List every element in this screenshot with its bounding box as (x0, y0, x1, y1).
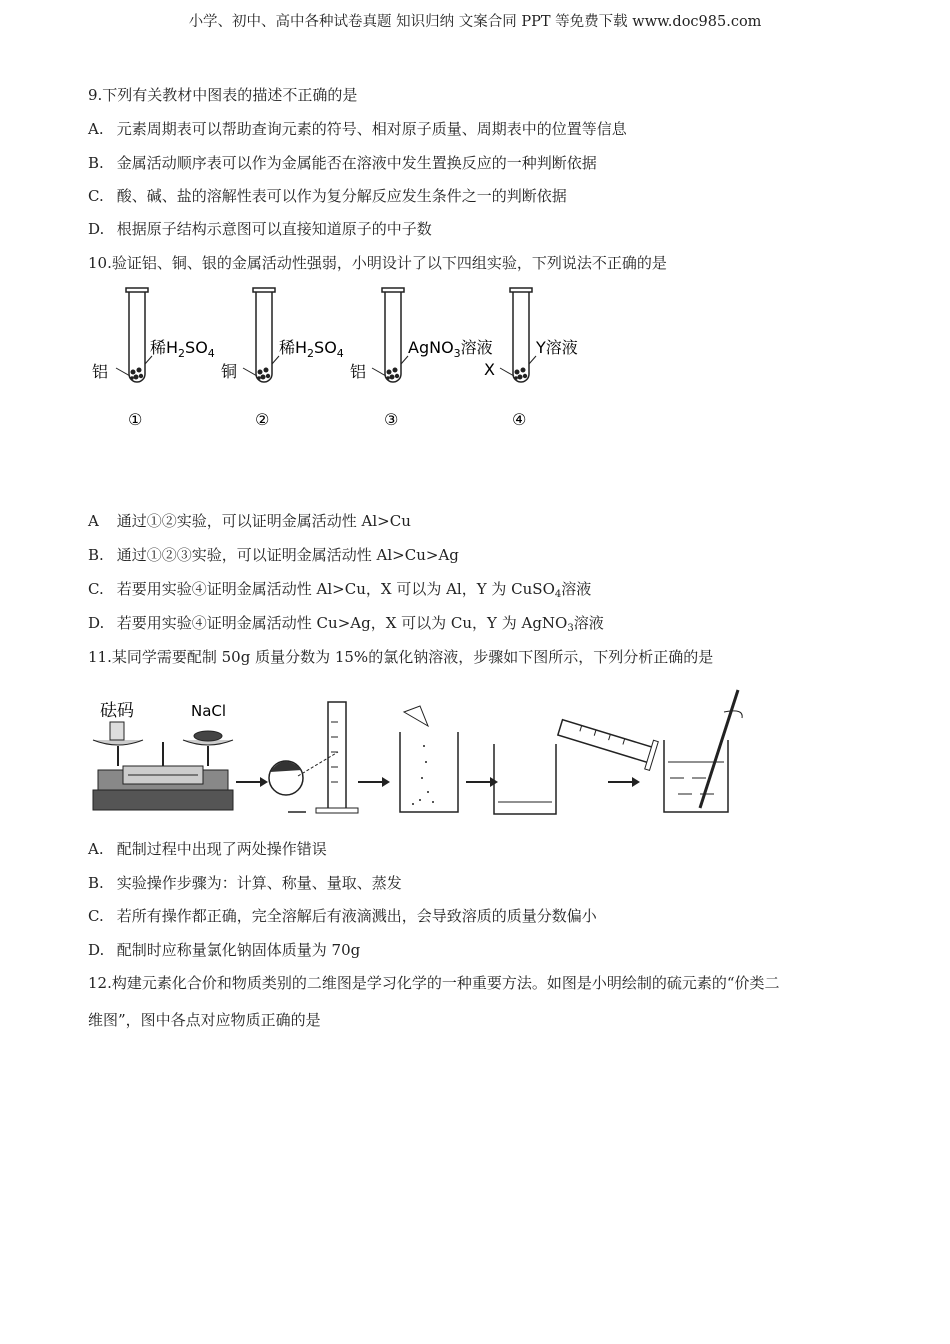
q9-option-a: A. 元素周期表可以帮助查询元素的符号、相对原子质量、周期表中的位置等信息 (88, 120, 627, 138)
q10-option-c: C. 若要用实验④证明金属活动性 Al>Cu，X 可以为 Al，Y 为 CuSO$_4$溶液 (88, 580, 592, 600)
q9-option-d: D. 根据原子结构示意图可以直接知道原子的中子数 (88, 220, 432, 238)
tube-4-metal-label: X (484, 360, 495, 379)
arrow-icon (608, 777, 640, 787)
tube-2-metal-label: 铜 (221, 362, 238, 381)
tube-4-number: ④ (512, 410, 527, 429)
q10-test-tube-figure (88, 284, 608, 434)
test-tube-1 (116, 288, 152, 382)
tube-1-solution-label: 稀$H_2SO_4$ (150, 338, 215, 360)
q12-stem-line-1: 12.构建元素化合价和物质类别的二维图是学习化学的一种重要方法。如图是小明绘制的硫元素的“价类二 (88, 974, 780, 992)
beaker-pouring-water (494, 713, 658, 814)
q11-stem: 11.某同学需要配制 50g 质量分数为 15%的氯化钠溶液，步骤如下图所示，下列分析正确的是 (88, 648, 714, 666)
q10-stem: 10.验证铝、铜、银的金属活动性强弱，小明设计了以下四组实验，下列说法不正确的是 (88, 254, 667, 272)
tube-2-solution-label: 稀$H_2SO_4$ (279, 338, 344, 360)
q12-stem-line-2: 维图”，图中各点对应物质正确的是 (88, 1011, 321, 1029)
arrow-icon (466, 777, 498, 787)
test-tube-2 (243, 288, 279, 382)
page-header: 小学、初中、高中各种试卷真题 知识归纳 文案合同 PPT 等免费下载 www.doc985.com (188, 14, 762, 30)
arrow-icon (358, 777, 390, 787)
beaker-stirring (664, 690, 742, 812)
q10-option-b: B. 通过①②③实验，可以证明金属活动性 Al>Cu>Ag (88, 546, 459, 564)
q10-option-d: D. 若要用实验④证明金属活动性 Cu>Ag，X 可以为 Cu，Y 为 AgNO$_3$溶液 (88, 614, 604, 634)
weight-label: 砝码 (100, 701, 134, 721)
test-tube-4 (500, 288, 536, 382)
q10-option-a: A 通过①②实验，可以证明金属活动性 Al>Cu (88, 512, 411, 530)
tube-3-solution-label: AgNO$_3$溶液 (408, 338, 493, 360)
balance-scale (93, 722, 233, 810)
tube-1-number: ① (128, 410, 143, 429)
q11-option-d: D. 配制时应称量氯化钠固体质量为 70g (88, 941, 361, 959)
beaker-adding-salt (400, 706, 458, 812)
student-reading-cylinder (269, 702, 358, 813)
q11-option-a: A. 配制过程中出现了两处操作错误 (88, 840, 327, 858)
q9-option-c: C. 酸、碱、盐的溶解性表可以作为复分解反应发生条件之一的判断依据 (88, 187, 567, 205)
q11-option-c: C. 若所有操作都正确，完全溶解后有液滴溅出，会导致溶质的质量分数偏小 (88, 907, 597, 925)
q9-option-b: B. 金属活动顺序表可以作为金属能否在溶液中发生置换反应的一种判断依据 (88, 154, 597, 172)
arrow-icon (236, 777, 268, 787)
tube-2-number: ② (255, 410, 270, 429)
q11-solution-prep-figure (88, 682, 768, 822)
test-tube-3 (372, 288, 408, 382)
tube-3-metal-label: 铝 (350, 362, 367, 381)
tube-1-metal-label: 铝 (92, 362, 109, 381)
q11-option-b: B. 实验操作步骤为：计算、称量、量取、蒸发 (88, 874, 402, 892)
q9-stem: 9.下列有关教材中图表的描述不正确的是 (88, 86, 358, 104)
salt-label: NaCl (191, 702, 227, 720)
tube-3-number: ③ (384, 410, 399, 429)
tube-4-solution-label: Y溶液 (536, 338, 578, 357)
